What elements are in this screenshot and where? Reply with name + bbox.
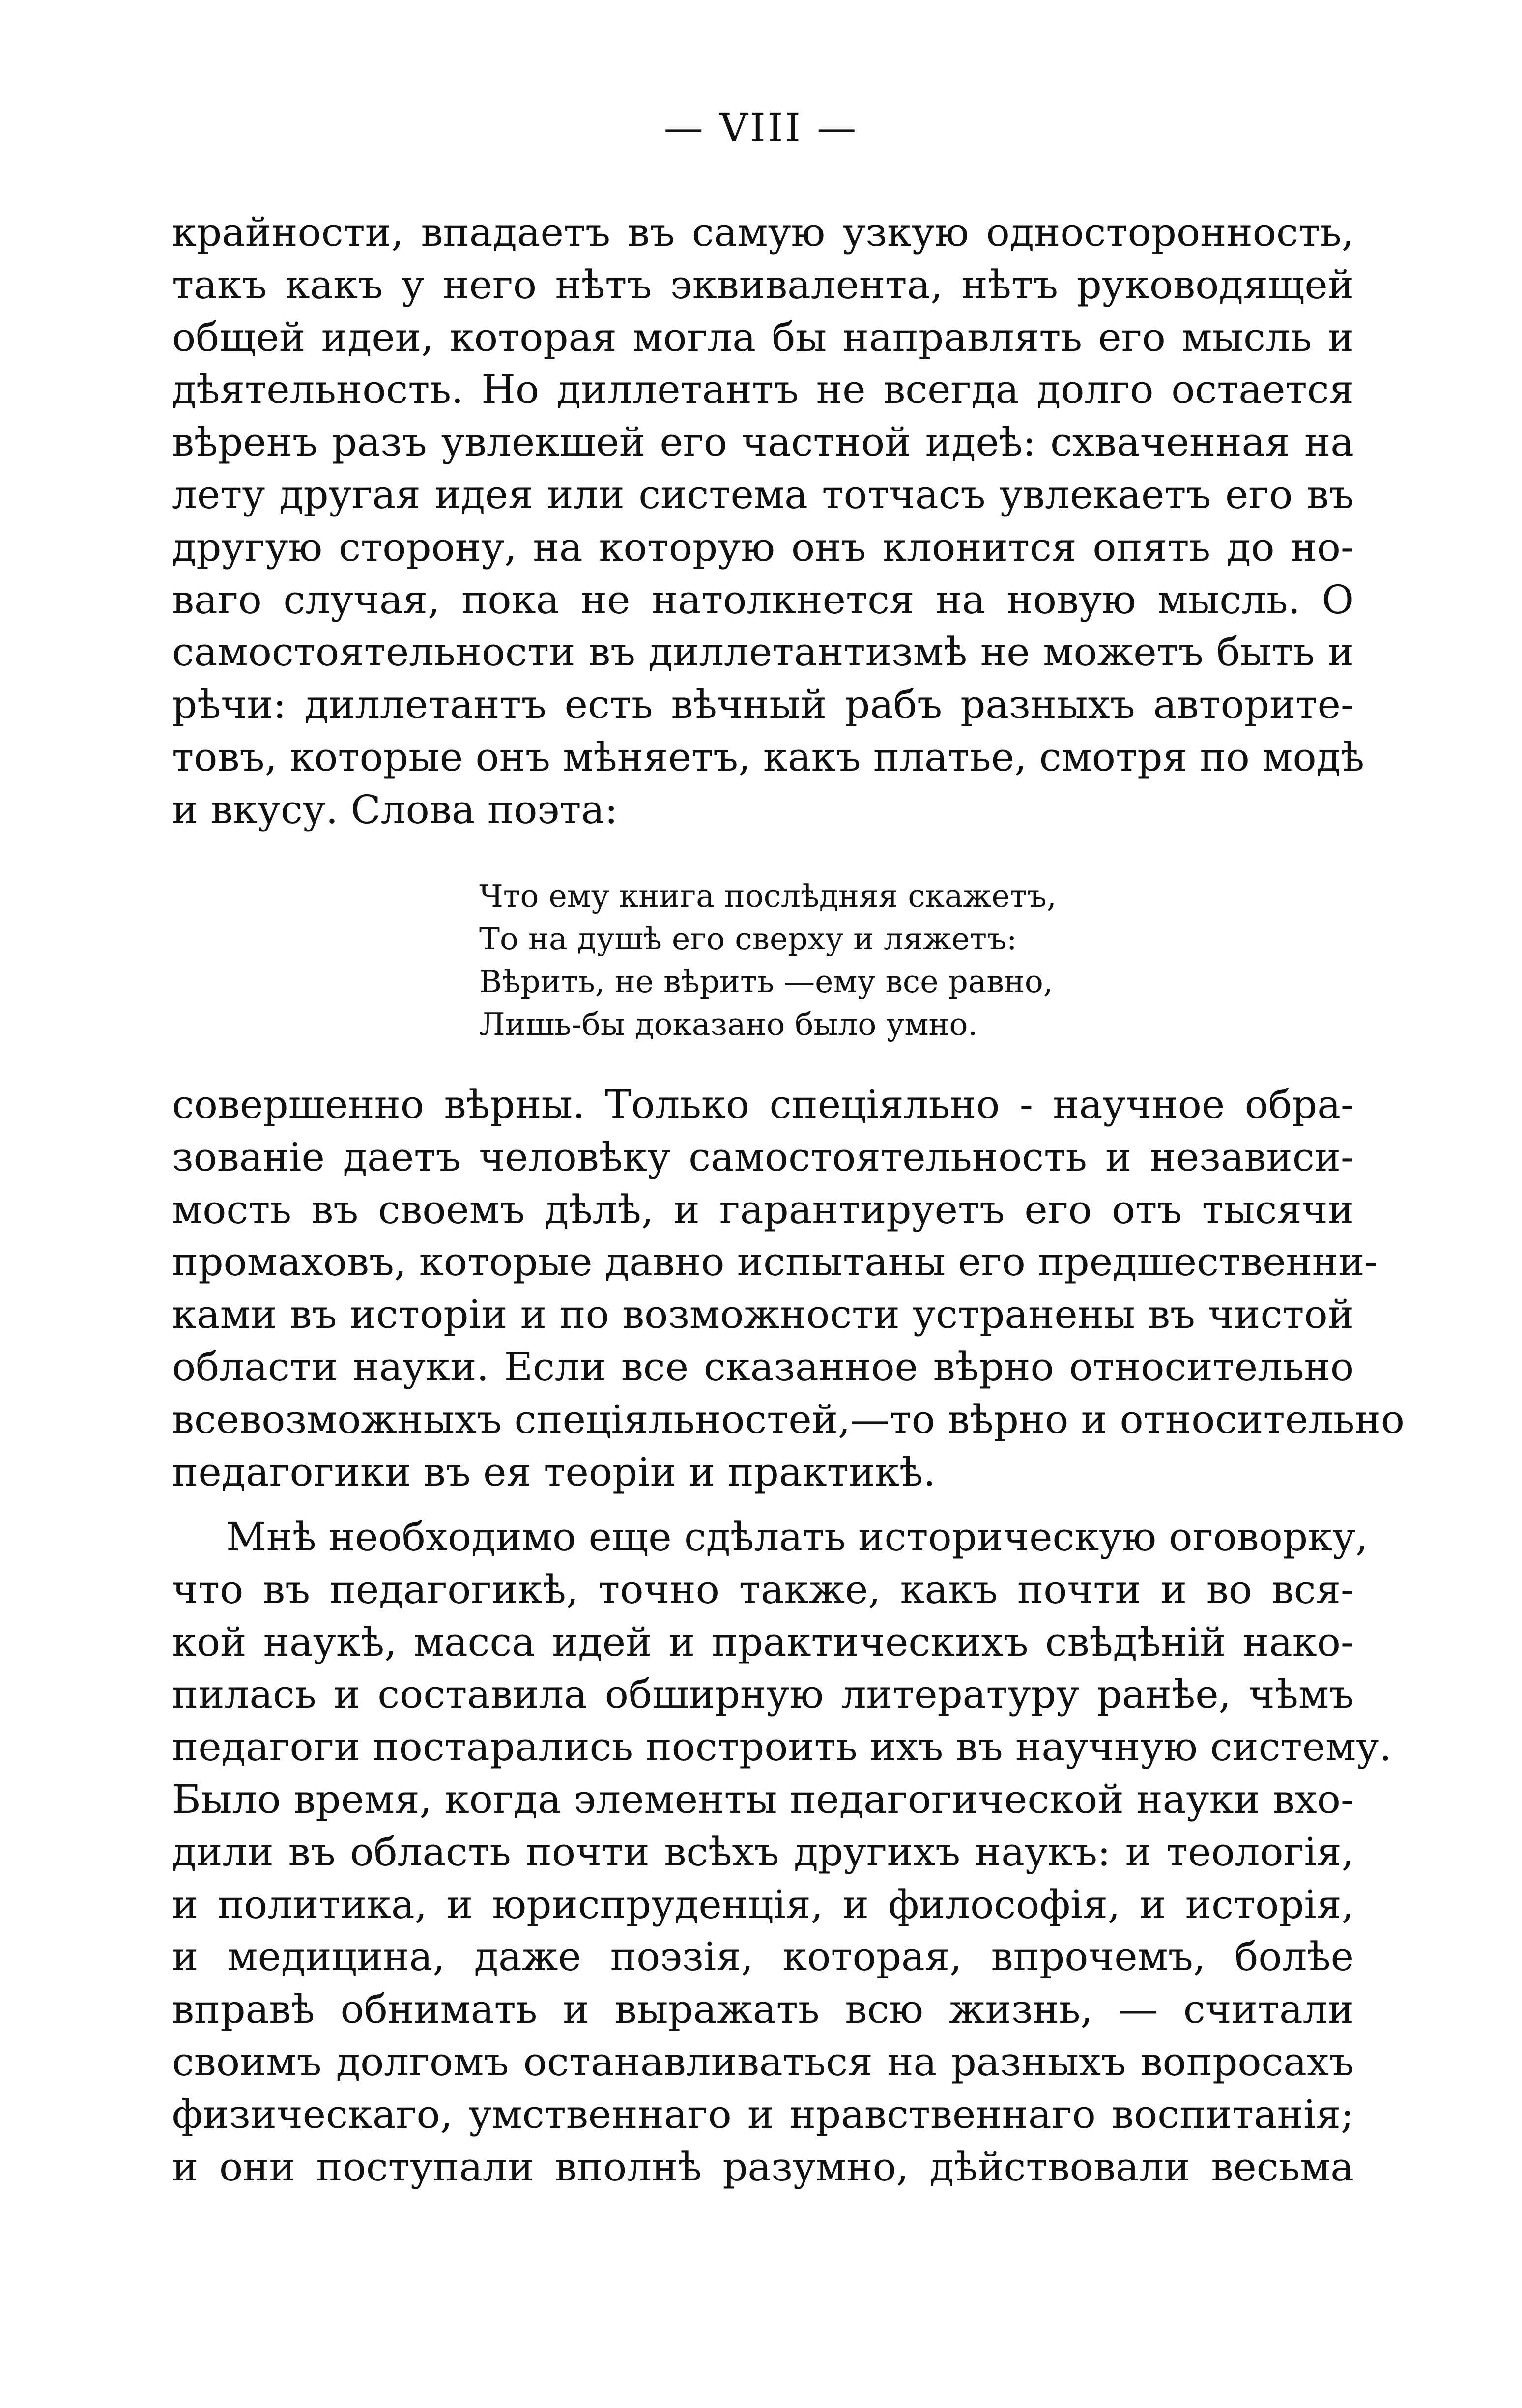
text-line: Мнѣ необходимо еще сдѣлать историческую оговорку, [226, 1514, 1368, 1560]
text-line: области науки. Если все сказанное вѣрно относительно [172, 1344, 1354, 1390]
text-line: вѣренъ разъ увлекшей его частной идеѣ: схваченная на [172, 419, 1354, 465]
text-line: лету другая идея или система тотчасъ увлекаетъ его въ [172, 471, 1354, 517]
text-line: и вкусу. Слова поэта: [172, 786, 618, 832]
text-line: товъ, которые онъ мѣняетъ, какъ платье, смотря по модѣ [172, 734, 1365, 780]
text-line: педагогики въ ея теоріи и практикѣ. [172, 1449, 936, 1495]
text-line: промаховъ, которые давно испытаны его предшественни- [172, 1239, 1378, 1285]
text-line: общей идеи, которая могла бы направлять его мысль и [172, 314, 1354, 360]
text-line: вправѣ обнимать и выражать всю жизнь, — считали [172, 1986, 1354, 2033]
poem-line: Вѣрить, не вѣрить —ему все равно, [479, 964, 1053, 1000]
text-line: такъ какъ у него нѣтъ эквивалента, нѣтъ руководящей [172, 261, 1354, 308]
text-line: самостоятельности въ диллетантизмѣ не можетъ быть и [172, 629, 1354, 675]
text-line: и они поступали вполнѣ разумно, дѣйствовали весьма [172, 2144, 1354, 2190]
poem-line: Что ему книга послѣдняя скажетъ, [479, 878, 1057, 914]
text-line: зованіе даетъ человѣку самостоятельность и независи- [172, 1134, 1354, 1180]
text-line: дили въ область почти всѣхъ другихъ наукъ: и теологія, [172, 1829, 1354, 1875]
text-line: и политика, и юриспруденція, и философія, и исторія, [172, 1881, 1354, 1927]
page-number: — VIII — [663, 105, 859, 150]
poem-line: То на душѣ его сверху и ляжетъ: [479, 921, 1017, 957]
text-line: физическаго, умственнаго и нравственнаго воспитанія; [172, 2091, 1354, 2137]
text-line: мость въ своемъ дѣлѣ, и гарантируетъ его отъ тысячи [172, 1186, 1354, 1233]
text-line: что въ педагогикѣ, точно также, какъ почти и во вся- [172, 1566, 1354, 1612]
text-line: совершенно вѣрны. Только спеціяльно - научное обра- [172, 1082, 1354, 1127]
paragraph-2 [172, 1079, 1405, 1498]
text-line: рѣчи: диллетантъ есть вѣчный рабъ разныхъ авторите- [172, 682, 1354, 728]
text-line: ками въ исторіи и по возможности устранены въ чистой [172, 1291, 1354, 1338]
text-line: пилась и составила обширную литературу ранѣе, чѣмъ [172, 1671, 1354, 1718]
text-line: дѣятельность. Но диллетантъ не всегда долго остается [172, 367, 1354, 413]
poem-quote [479, 875, 1057, 1046]
text-line: своимъ долгомъ останавливаться на разныхъ вопросахъ [172, 2038, 1354, 2085]
text-line: кой наукѣ, масса идей и практическихъ свѣдѣній нако- [172, 1619, 1354, 1665]
text-line: всевозможныхъ спеціяльностей,—то вѣрно и относительно [172, 1396, 1405, 1442]
text-line: педагоги постарались построить ихъ въ научную систему. [172, 1724, 1392, 1770]
text-line: Было время, когда элементы педагогической науки вхо- [172, 1776, 1354, 1822]
text-line: другую сторону, на которую онъ клонится опять до но- [172, 524, 1354, 570]
paragraph-1 [172, 206, 1365, 836]
text-line: и медицина, даже поэзія, которая, впрочемъ, болѣе [172, 1934, 1354, 1980]
paragraph-3 [172, 1511, 1392, 2193]
text-line: ваго случая, пока не натолкнется на новую мысль. О [172, 576, 1354, 623]
poem-line: Лишь-бы доказано было умно. [479, 1006, 978, 1042]
text-line: крайности, впадаетъ въ самую узкую односторонность, [172, 209, 1354, 255]
